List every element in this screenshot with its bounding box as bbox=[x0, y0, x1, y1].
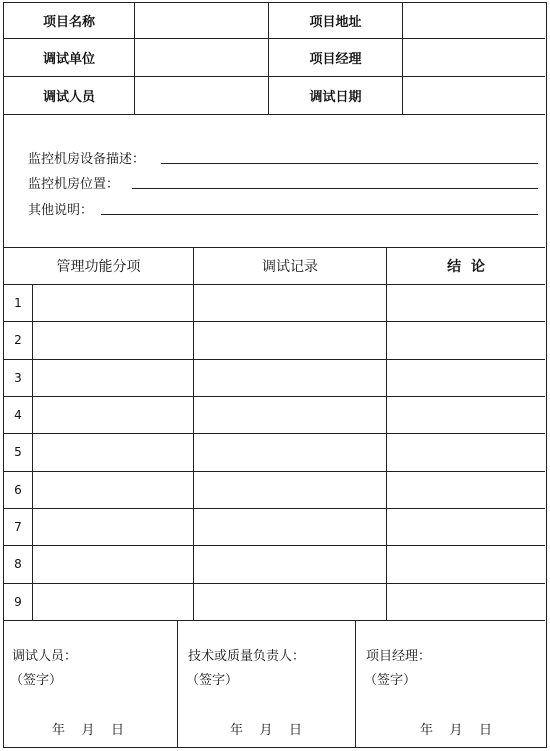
table-cell-conclusion[interactable] bbox=[387, 433, 545, 470]
table-cell-item[interactable] bbox=[33, 433, 193, 470]
signature-divider bbox=[177, 620, 178, 747]
table-cell-record[interactable] bbox=[194, 284, 386, 321]
table-cell-item[interactable] bbox=[33, 284, 193, 321]
table-cell-conclusion[interactable] bbox=[387, 583, 545, 620]
column-header-record: 调试记录 bbox=[262, 258, 318, 275]
sig-project-manager-sign: （签字） bbox=[364, 673, 417, 688]
table-cell-item[interactable] bbox=[33, 583, 193, 620]
sig-debug-personnel-sign: （签字） bbox=[10, 673, 63, 688]
column-header-conclusion: 结 论 bbox=[447, 258, 485, 275]
project-manager-field[interactable] bbox=[403, 39, 544, 75]
table-cell-conclusion[interactable] bbox=[387, 396, 545, 433]
sig-quality-lead-sign: （签字） bbox=[186, 673, 239, 688]
table-cell-item[interactable] bbox=[33, 508, 193, 545]
table-cell-record[interactable] bbox=[194, 396, 386, 433]
project-address-field[interactable] bbox=[403, 4, 544, 37]
room-location-line[interactable] bbox=[132, 188, 538, 189]
row-number: 9 bbox=[14, 594, 22, 609]
table-cell-conclusion[interactable] bbox=[387, 471, 545, 508]
table-cell-record[interactable] bbox=[194, 471, 386, 508]
debug-date-label: 调试日期 bbox=[309, 89, 362, 105]
project-address-label: 项目地址 bbox=[309, 15, 362, 30]
table-cell-conclusion[interactable] bbox=[387, 321, 545, 358]
row-number: 4 bbox=[14, 407, 22, 422]
table-cell-conclusion[interactable] bbox=[387, 545, 545, 582]
sig-quality-lead-label: 技术或质量负责人： bbox=[188, 649, 306, 664]
table-cell-item[interactable] bbox=[33, 396, 193, 433]
table-cell-item[interactable] bbox=[33, 321, 193, 358]
sig-debug-personnel-date: 年 月 日 bbox=[52, 723, 125, 738]
table-cell-item[interactable] bbox=[33, 545, 193, 582]
debug-unit-label: 调试单位 bbox=[42, 51, 95, 67]
row-number: 2 bbox=[14, 332, 22, 347]
other-notes-line[interactable] bbox=[101, 214, 538, 215]
sig-project-manager-label: 项目经理： bbox=[366, 649, 432, 664]
table-cell-conclusion[interactable] bbox=[387, 284, 545, 321]
row-number: 7 bbox=[14, 519, 22, 534]
sig-quality-lead-date: 年 月 日 bbox=[230, 723, 303, 738]
debug-unit-field[interactable] bbox=[135, 39, 267, 75]
row-number: 6 bbox=[14, 482, 22, 497]
project-manager-label: 项目经理 bbox=[309, 51, 362, 67]
table-cell-record[interactable] bbox=[194, 508, 386, 545]
debug-personnel-field[interactable] bbox=[135, 77, 267, 113]
equipment-description-label: 监控机房设备描述： bbox=[28, 152, 146, 167]
room-location-label: 监控机房位置： bbox=[28, 177, 120, 192]
signature-top-border bbox=[4, 620, 545, 621]
row-number: 8 bbox=[14, 556, 22, 571]
debug-date-field[interactable] bbox=[403, 77, 544, 113]
table-cell-record[interactable] bbox=[194, 583, 386, 620]
other-notes-label: 其他说明： bbox=[28, 203, 94, 218]
table-cell-record[interactable] bbox=[194, 545, 386, 582]
table-cell-record[interactable] bbox=[194, 433, 386, 470]
debug-personnel-label: 调试人员 bbox=[42, 89, 95, 105]
header-divider bbox=[4, 114, 545, 115]
equipment-description-line[interactable] bbox=[161, 163, 538, 164]
row-number: 3 bbox=[14, 370, 22, 385]
table-cell-record[interactable] bbox=[194, 359, 386, 396]
signature-divider bbox=[355, 620, 356, 747]
table-cell-item[interactable] bbox=[33, 359, 193, 396]
table-cell-record[interactable] bbox=[194, 321, 386, 358]
debug-record-form bbox=[3, 2, 547, 748]
sig-debug-personnel-label: 调试人员： bbox=[12, 649, 78, 664]
sig-project-manager-date: 年 月 日 bbox=[420, 723, 493, 738]
row-number: 1 bbox=[14, 295, 22, 310]
project-name-field[interactable] bbox=[135, 4, 267, 37]
table-cell-item[interactable] bbox=[33, 471, 193, 508]
project-name-label: 项目名称 bbox=[42, 15, 95, 30]
row-number: 5 bbox=[14, 444, 22, 459]
table-cell-conclusion[interactable] bbox=[387, 359, 545, 396]
table-cell-conclusion[interactable] bbox=[387, 508, 545, 545]
column-header-item: 管理功能分项 bbox=[56, 258, 141, 275]
